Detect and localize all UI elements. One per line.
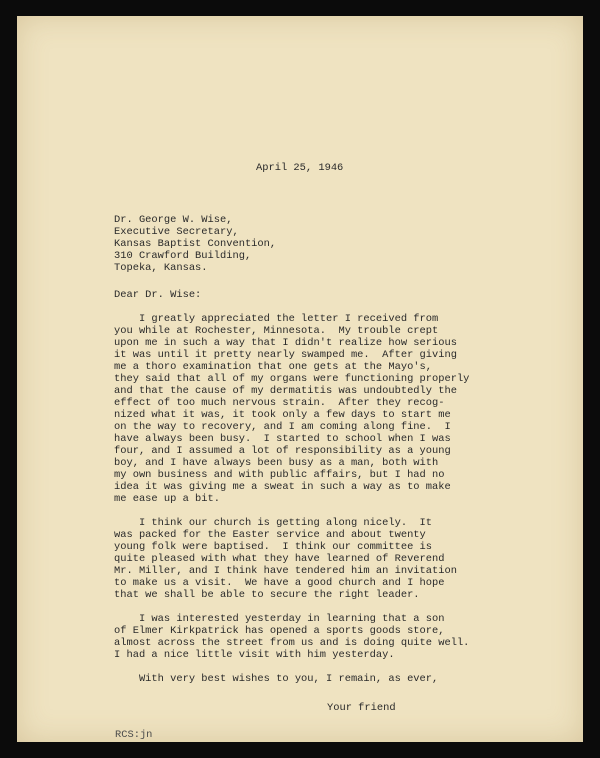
address-line: Kansas Baptist Convention, bbox=[114, 238, 277, 250]
paragraph-line: I was interested yesterday in learning that a son bbox=[114, 613, 445, 625]
paragraph-line: Mr. Miller, and I think have tendered him an invitation bbox=[114, 565, 457, 577]
paragraph-line: idea it was giving me a sweat in such a way as to make bbox=[114, 481, 451, 493]
paragraph-line: they said that all of my organs were functioning properly bbox=[114, 373, 470, 385]
paragraph-line: quite pleased with what they have learned of Reverend bbox=[114, 553, 445, 565]
paragraph-line: almost across the street from us and is doing quite well. bbox=[114, 637, 470, 649]
paragraph-line: upon me in such a way that I didn't realize how serious bbox=[114, 337, 457, 349]
paragraph-line: nized what it was, it took only a few days to start me bbox=[114, 409, 451, 421]
paragraph-line: I think our church is getting along nicely. It bbox=[114, 517, 433, 529]
paragraph-line: and that the cause of my dermatitis was undoubtedly the bbox=[114, 385, 457, 397]
paragraph-line: With very best wishes to you, I remain, as ever, bbox=[114, 673, 439, 685]
paragraph-line: was packed for the Easter service and about twenty bbox=[114, 529, 426, 541]
salutation: Dear Dr. Wise: bbox=[114, 289, 202, 301]
address-line: Dr. George W. Wise, bbox=[114, 214, 233, 226]
paragraph-line: that we shall be able to secure the right leader. bbox=[114, 589, 420, 601]
typist-initials: RCS:jn bbox=[115, 729, 153, 741]
paragraph-line: me a thoro examination that one gets at the Mayo's, bbox=[114, 361, 433, 373]
letter-page bbox=[17, 16, 583, 742]
paragraph-line: on the way to recovery, and I am coming along fine. I bbox=[114, 421, 451, 433]
paragraph-line: I greatly appreciated the letter I received from bbox=[114, 313, 439, 325]
paragraph-line: me ease up a bit. bbox=[114, 493, 221, 505]
paragraph-line: you while at Rochester, Minnesota. My trouble crept bbox=[114, 325, 439, 337]
address-line: 310 Crawford Building, bbox=[114, 250, 252, 262]
address-line: Topeka, Kansas. bbox=[114, 262, 208, 274]
letter-date: April 25, 1946 bbox=[256, 162, 344, 174]
paragraph-line: to make us a visit. We have a good church and I hope bbox=[114, 577, 445, 589]
paragraph-line: I had a nice little visit with him yesterday. bbox=[114, 649, 395, 661]
closing: Your friend bbox=[327, 702, 396, 714]
paragraph-line: boy, and I have always been busy as a man, both with bbox=[114, 457, 439, 469]
paragraph-line: young folk were baptised. I think our committee is bbox=[114, 541, 433, 553]
address-line: Executive Secretary, bbox=[114, 226, 239, 238]
paragraph-line: effect of too much nervous strain. After they recog- bbox=[114, 397, 445, 409]
paragraph-line: have always been busy. I started to school when I was bbox=[114, 433, 451, 445]
paragraph-line: my own business and with public affairs, but I had no bbox=[114, 469, 445, 481]
paragraph-line: it was until it pretty nearly swamped me. After giving bbox=[114, 349, 457, 361]
paragraph-line: of Elmer Kirkpatrick has opened a sports goods store, bbox=[114, 625, 445, 637]
paragraph-line: four, and I assumed a lot of responsibility as a young bbox=[114, 445, 451, 457]
